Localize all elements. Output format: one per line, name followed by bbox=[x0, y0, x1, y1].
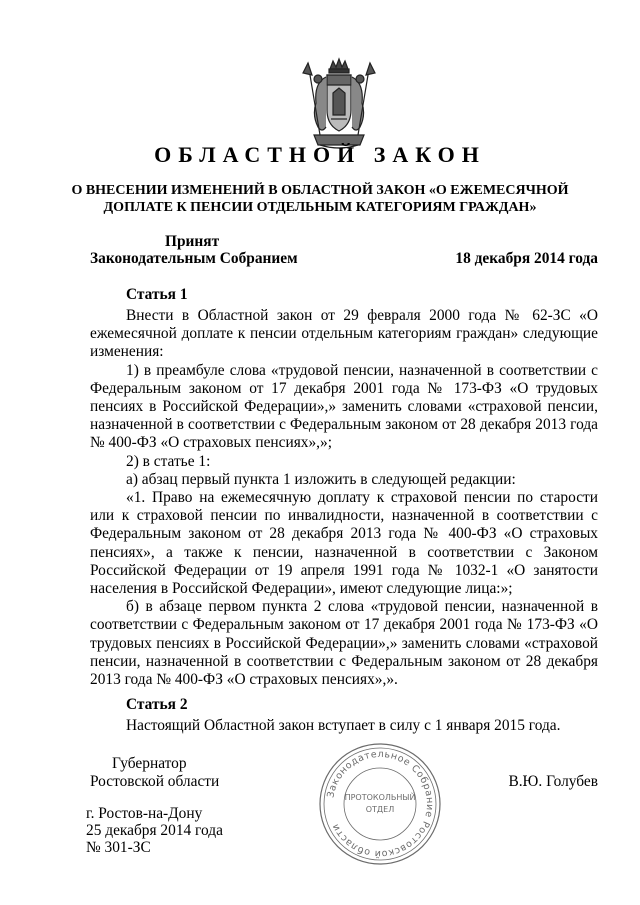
article-1-intro: Внести в Областной закон от 29 февраля 2000 года № 62-ЗС «О ежемесячной доплате к пенсии отдельным категориям граждан» следующие изменения: bbox=[90, 307, 598, 361]
signatory-title: Губернатор bbox=[112, 755, 187, 772]
article-1-item-2a: а) абзац первый пункта 1 изложить в следующей редакции: bbox=[126, 470, 516, 488]
law-number: № 301-ЗС bbox=[86, 839, 151, 856]
subtitle-line-2: ДОПЛАТЕ К ПЕНСИИ ОТДЕЛЬНЫМ КАТЕГОРИЯМ ГРАЖДАН» bbox=[103, 200, 537, 215]
stamp-inner-line-2: ОТДЕЛ bbox=[365, 805, 395, 814]
stamp-ring-text: Законодательное Собрание Ростовской области bbox=[325, 748, 436, 860]
place-of-signing: г. Ростов-на-Дону bbox=[86, 805, 203, 822]
signing-date: 25 декабря 2014 года bbox=[86, 822, 223, 839]
article-2-text: Настоящий Областной закон вступает в силу с 1 января 2015 года. bbox=[126, 717, 561, 735]
article-1-item-2: 2) в статье 1: bbox=[126, 452, 211, 470]
signatory-name: В.Ю. Голубев bbox=[508, 773, 598, 790]
coat-of-arms-icon bbox=[300, 55, 378, 155]
document-body bbox=[90, 283, 598, 735]
adoption-label: Принят bbox=[165, 233, 220, 250]
adoption-date: 18 декабря 2014 года bbox=[455, 250, 598, 267]
article-1-heading: Статья 1 bbox=[126, 286, 188, 303]
article-1-item-2b: б) в абзаце первом пункта 2 слова «трудовой пенсии, назначенной в соответствии с Федеральным законом от 17 декабря 2001 года № 173-ФЗ «О трудовых пенсиях в Российской Федерации»,» заменить словами «страховой пенсии, назначенной в соответствии с Федеральным законом от 28 декабря 2013 года № 400-ФЗ «О страховых пенсиях»,». bbox=[90, 598, 598, 689]
article-1-item-1: 1) в преамбуле слова «трудовой пенсии, назначенной в соответствии с Федеральным законом от 17 декабря 2001 года № 173-ФЗ «О трудовых пенсиях в Российской Федерации»,» заменить словами «страховой пенсии, назначенной в соответствии с Федеральным законом от 28 декабря 2013 года № 400-ФЗ «О страховых пенсиях»,»; bbox=[90, 361, 598, 452]
document-subtitle bbox=[60, 182, 580, 216]
document-title: ОБЛАСТНОЙ ЗАКОН bbox=[154, 142, 486, 167]
signatory-region: Ростовской области bbox=[90, 773, 220, 790]
adoption-body: Законодательным Собранием bbox=[90, 250, 298, 267]
subtitle-line-1: О ВНЕСЕНИИ ИЗМЕНЕНИЙ В ОБЛАСТНОЙ ЗАКОН «О ЕЖЕМЕСЯЧНОЙ bbox=[71, 183, 569, 198]
stamp-inner-line-1: ПРОТОКОЛЬНЫЙ bbox=[344, 793, 416, 802]
article-1-quote: «1. Право на ежемесячную доплату к страховой пенсии по старости или к страховой пенсии по инвалидности, назначенной в соответствии с Федеральным законом от 28 декабря 2013 года № 400-ФЗ «О страховых пенсиях», а также к пенсии, назначенной в соответствии с Законом Российской Федерации от 19 апреля 1991 года № 1032-1 «О занятости населения в Российской Федерации», имеют следующие лица:»; bbox=[90, 489, 598, 598]
official-stamp bbox=[318, 742, 442, 866]
article-2-heading: Статья 2 bbox=[126, 696, 188, 714]
